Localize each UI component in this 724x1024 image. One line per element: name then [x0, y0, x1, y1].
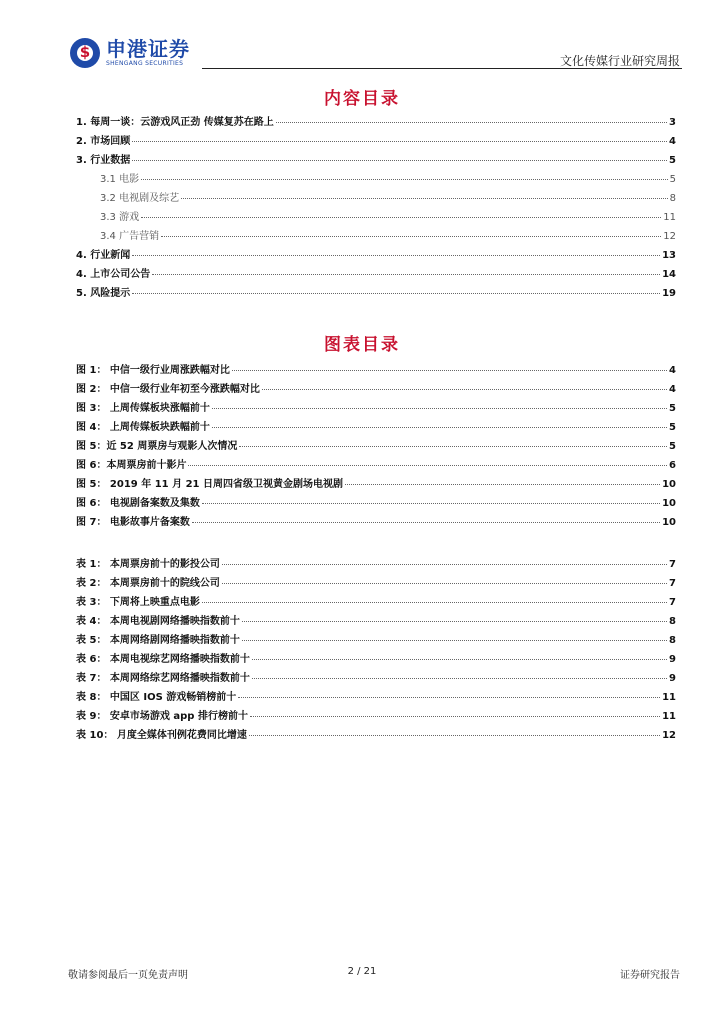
table-entry-label: 表 6： 本周电视综艺网络播映指数前十	[76, 654, 250, 665]
table-entry-label: 表 2： 本周票房前十的院线公司	[76, 578, 220, 589]
toc-entry-page: 8	[669, 193, 676, 204]
dot-leader	[202, 602, 667, 603]
dot-leader	[152, 274, 660, 275]
figure-entry-label: 图 1： 中信一级行业周涨跌幅对比	[76, 365, 230, 376]
dot-leader	[141, 179, 668, 180]
figure-entry[interactable]	[76, 399, 676, 418]
dot-leader	[222, 583, 667, 584]
dot-leader	[242, 640, 667, 641]
dot-leader	[192, 522, 660, 523]
company-logo	[70, 36, 190, 70]
toc-entry[interactable]	[76, 265, 676, 284]
contents-list	[76, 113, 676, 303]
dot-leader	[212, 408, 667, 409]
toc-entry-label: 3. 行业数据	[76, 155, 131, 166]
tables-list	[76, 555, 676, 745]
toc-entry[interactable]	[76, 246, 676, 265]
table-entry[interactable]	[76, 726, 676, 745]
table-entry[interactable]	[76, 574, 676, 593]
figure-entry-page: 5	[669, 403, 676, 414]
dot-leader	[238, 697, 660, 698]
brand-name-en: SHENGANG SECURITIES	[106, 60, 184, 67]
table-entry-label: 表 8： 中国区 IOS 游戏畅销榜前十	[76, 692, 237, 703]
figure-entry-label: 图 6： 电视剧备案数及集数	[76, 498, 200, 509]
table-entry-page: 11	[662, 692, 676, 703]
table-entry[interactable]	[76, 650, 676, 669]
table-entry-page: 9	[669, 654, 676, 665]
dot-leader	[141, 217, 661, 218]
footer-page-number: 2 / 21	[347, 966, 377, 977]
table-entry-page: 8	[669, 616, 676, 627]
figure-entry-label: 图 6：本周票房前十影片	[76, 460, 187, 471]
toc-entry-page: 5	[669, 155, 676, 166]
table-entry-page: 7	[669, 597, 676, 608]
table-entry-label: 表 1： 本周票房前十的影投公司	[76, 559, 220, 570]
dot-leader	[181, 198, 668, 199]
table-entry-label: 表 5： 本周网络剧网络播映指数前十	[76, 635, 240, 646]
figure-entry-page: 5	[669, 422, 676, 433]
toc-entry-page: 11	[663, 212, 676, 223]
table-entry[interactable]	[76, 612, 676, 631]
table-entry[interactable]	[76, 555, 676, 574]
dot-leader	[262, 389, 667, 390]
figure-entry-page: 10	[662, 517, 676, 528]
table-entry-page: 7	[669, 559, 676, 570]
toc-entry-label: 4. 行业新闻	[76, 250, 131, 261]
toc-entry-page: 3	[669, 117, 676, 128]
table-entry-label: 表 4： 本周电视剧网络播映指数前十	[76, 616, 240, 627]
table-entry-label: 表 10： 月度全媒体刊例花费同比增速	[76, 730, 247, 741]
figures-list	[76, 361, 676, 532]
toc-entry-label: 1. 每周一谈：云游戏风正劲 传媒复苏在路上	[76, 117, 274, 128]
contents-title: 内容目录	[324, 89, 400, 109]
dot-leader	[345, 484, 660, 485]
figure-entry-label: 图 3： 上周传媒板块涨幅前十	[76, 403, 210, 414]
dot-leader	[250, 716, 660, 717]
figure-entry-label: 图 7： 电影故事片备案数	[76, 517, 190, 528]
toc-entry[interactable]	[76, 132, 676, 151]
toc-entry-label: 3.2 电视剧及综艺	[100, 193, 180, 204]
toc-entry-label: 3.4 广告营销	[100, 231, 160, 242]
toc-entry[interactable]	[76, 113, 676, 132]
table-entry[interactable]	[76, 631, 676, 650]
dot-leader	[202, 503, 660, 504]
logo-icon	[70, 38, 100, 68]
toc-entry-page: 4	[669, 136, 676, 147]
table-entry-page: 7	[669, 578, 676, 589]
report-type: 文化传媒行业研究周报	[559, 54, 680, 68]
toc-entry-label: 2. 市场回顾	[76, 136, 131, 147]
dot-leader	[252, 659, 667, 660]
toc-entry-label: 3.1 电影	[100, 174, 140, 185]
figure-entry[interactable]	[76, 361, 676, 380]
figure-entry-page: 5	[669, 441, 676, 452]
table-entry-label: 表 3： 下周将上映重点电影	[76, 597, 200, 608]
table-entry-page: 8	[669, 635, 676, 646]
dot-leader	[132, 160, 667, 161]
footer-doc-type: 证券研究报告	[620, 970, 680, 981]
dot-leader	[161, 236, 661, 237]
table-entry[interactable]	[76, 688, 676, 707]
table-entry-page: 12	[662, 730, 676, 741]
figure-entry[interactable]	[76, 380, 676, 399]
dot-leader	[252, 678, 667, 679]
footer-disclaimer: 敬请参阅最后一页免责声明	[68, 970, 188, 981]
figure-entry-page: 6	[669, 460, 676, 471]
toc-entry[interactable]	[76, 151, 676, 170]
dot-leader	[222, 564, 667, 565]
dot-leader	[276, 122, 667, 123]
figure-entry-label: 图 5： 2019 年 11 月 21 日周四省级卫视黄金剧场电视剧	[76, 479, 343, 490]
header-divider	[202, 68, 682, 69]
toc-entry-label: 3.3 游戏	[100, 212, 140, 223]
dot-leader	[132, 255, 660, 256]
figure-entry[interactable]	[76, 456, 676, 475]
toc-entry-page: 19	[662, 288, 676, 299]
figure-entry-page: 4	[669, 365, 676, 376]
figure-entry-page: 4	[669, 384, 676, 395]
brand-name-cn: 申港证券	[106, 37, 190, 61]
table-entry-page: 11	[662, 711, 676, 722]
toc-entry-label: 4. 上市公司公告	[76, 269, 151, 280]
dot-leader	[212, 427, 667, 428]
dot-leader	[242, 621, 667, 622]
table-entry-label: 表 7： 本周网络综艺网络播映指数前十	[76, 673, 250, 684]
table-entry[interactable]	[76, 593, 676, 612]
figure-entry[interactable]	[76, 437, 676, 456]
table-entry[interactable]	[76, 707, 676, 726]
figures-title: 图表目录	[324, 335, 400, 355]
dot-leader	[249, 735, 660, 736]
toc-entry[interactable]	[76, 189, 676, 208]
toc-entry[interactable]	[76, 170, 676, 189]
table-entry-page: 9	[669, 673, 676, 684]
toc-entry-page: 14	[662, 269, 676, 280]
toc-entry[interactable]	[76, 227, 676, 246]
figure-entry[interactable]	[76, 494, 676, 513]
figure-entry[interactable]	[76, 475, 676, 494]
dot-leader	[232, 370, 667, 371]
figure-entry[interactable]	[76, 418, 676, 437]
toc-entry-page: 5	[669, 174, 676, 185]
figure-entry-label: 图 2： 中信一级行业年初至今涨跌幅对比	[76, 384, 260, 395]
dot-leader	[132, 141, 667, 142]
figure-entry[interactable]	[76, 513, 676, 532]
figure-entry-page: 10	[662, 498, 676, 509]
figure-entry-label: 图 4： 上周传媒板块跌幅前十	[76, 422, 210, 433]
toc-entry[interactable]	[76, 284, 676, 303]
figure-entry-label: 图 5：近 52 周票房与观影人次情况	[76, 441, 238, 452]
table-entry-label: 表 9： 安卓市场游戏 app 排行榜前十	[76, 711, 248, 722]
toc-entry-page: 13	[662, 250, 676, 261]
toc-entry-label: 5. 风险提示	[76, 288, 131, 299]
dot-leader	[239, 446, 667, 447]
dot-leader	[188, 465, 667, 466]
table-entry[interactable]	[76, 669, 676, 688]
dot-leader	[132, 293, 660, 294]
toc-entry[interactable]	[76, 208, 676, 227]
toc-entry-page: 12	[663, 231, 676, 242]
figure-entry-page: 10	[662, 479, 676, 490]
